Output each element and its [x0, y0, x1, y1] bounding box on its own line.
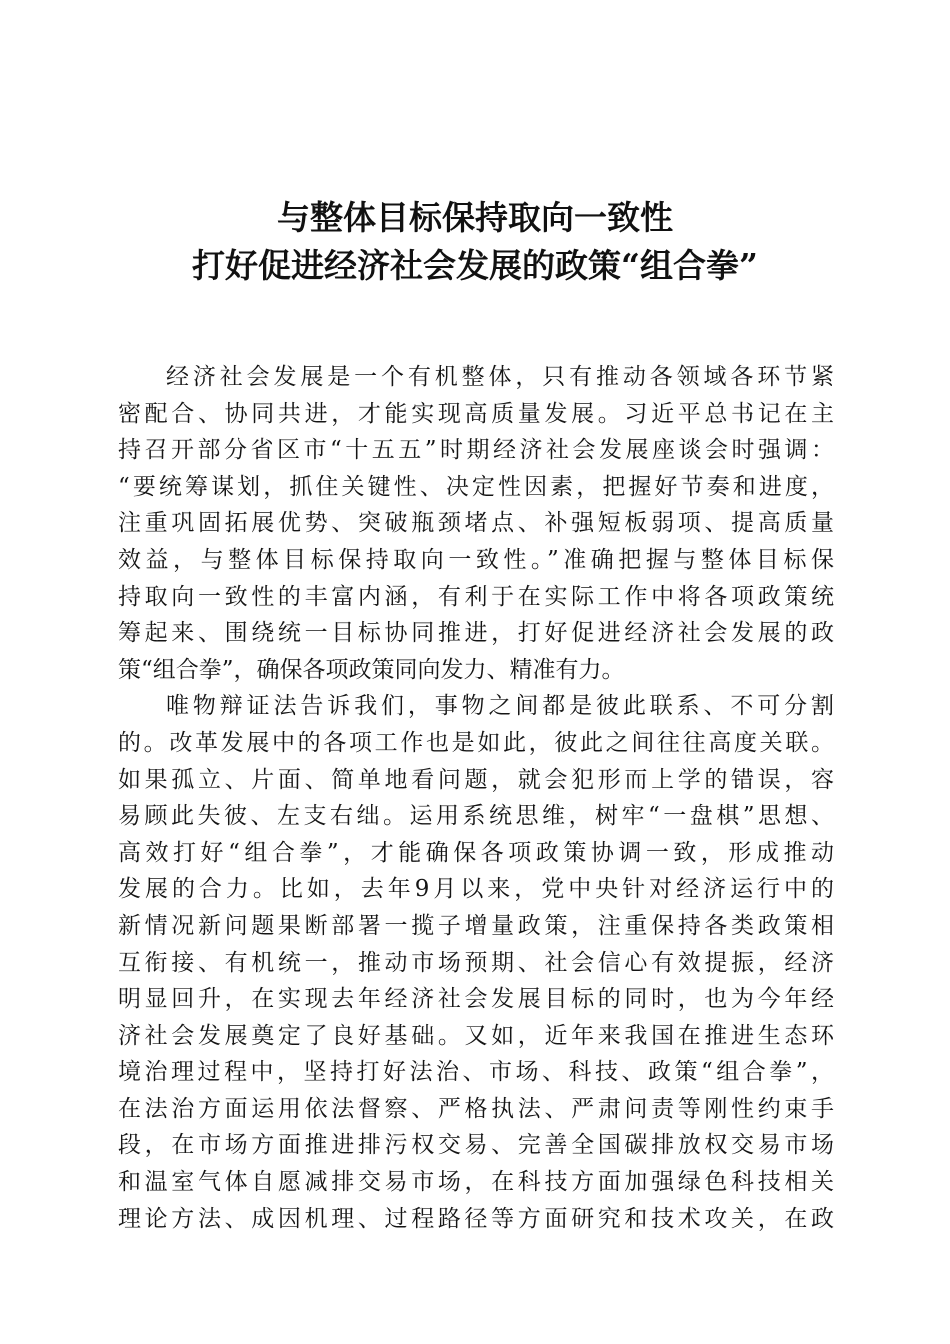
paragraph-line: 在法治方面运用依法督察、严格执法、严肃问责等刚性约束手 [118, 1095, 834, 1122]
paragraph-line: 段，在市场方面推进排污权交易、完善全国碳排放权交易市场 [118, 1132, 834, 1159]
paragraph-line: 高效打好“组合拳”，才能确保各项政策协调一致，形成推动 [118, 839, 834, 866]
paragraph-line: 密配合、协同共进，才能实现高质量发展。习近平总书记在主 [118, 400, 834, 427]
paragraph-line: 经济社会发展是一个有机整体，只有推动各领域各环节紧 [166, 364, 834, 390]
title-line-2: 打好促进经济社会发展的政策“组合拳” [192, 246, 758, 285]
paragraph-line: 明显回升，在实现去年经济社会发展目标的同时，也为今年经 [118, 986, 834, 1013]
paragraph-line: 济社会发展奠定了良好基础。又如，近年来我国在推进生态环 [118, 1022, 834, 1049]
paragraph-line: 和温室气体自愿减排交易市场，在科技方面加强绿色科技相关 [118, 1169, 834, 1196]
title-line-1: 与整体目标保持取向一致性 [277, 198, 673, 237]
paragraph-line: 策“组合拳”，确保各项政策同向发力、精准有力。 [118, 656, 625, 683]
paragraph-line: 如果孤立、片面、简单地看问题，就会犯形而上学的错误，容 [118, 766, 834, 793]
paragraph-line: 理论方法、成因机理、过程路径等方面研究和技术攻关，在政 [118, 1205, 834, 1232]
body-text [118, 359, 834, 1237]
paragraph-line: 易顾此失彼、左支右绌。运用系统思维，树牢“一盘棋”思想、 [118, 803, 834, 830]
paragraph-line: 持召开部分省区市“十五五”时期经济社会发展座谈会时强调： [118, 437, 834, 464]
paragraph-line: 唯物辩证法告诉我们，事物之间都是彼此联系、不可分割 [166, 693, 834, 720]
paragraph-line: 互衔接、有机统一，推动市场预期、社会信心有效提振，经济 [118, 949, 834, 976]
paragraph-line: 境治理过程中，坚持打好法治、市场、科技、政策“组合拳”， [118, 1059, 834, 1086]
paragraph-line: “要统筹谋划，抓住关键性、决定性因素，把握好节奏和进度， [118, 473, 834, 500]
paragraph-line: 筹起来、围绕统一目标协同推进，打好促进经济社会发展的政 [118, 620, 834, 647]
paragraph-line: 发展的合力。比如，去年9月以来，党中央针对经济运行中的 [118, 876, 834, 903]
paragraph-line: 注重巩固拓展优势、突破瓶颈堵点、补强短板弱项、提高质量 [118, 510, 834, 537]
paragraph-line: 持取向一致性的丰富内涵，有利于在实际工作中将各项政策统 [118, 583, 834, 610]
paragraph-line: 效益，与整体目标保持取向一致性。”准确把握与整体目标保 [118, 546, 834, 573]
paragraph-line: 新情况新问题果断部署一揽子增量政策，注重保持各类政策相 [118, 912, 834, 939]
paragraph-line: 的。改革发展中的各项工作也是如此，彼此之间往往高度关联。 [118, 729, 834, 756]
